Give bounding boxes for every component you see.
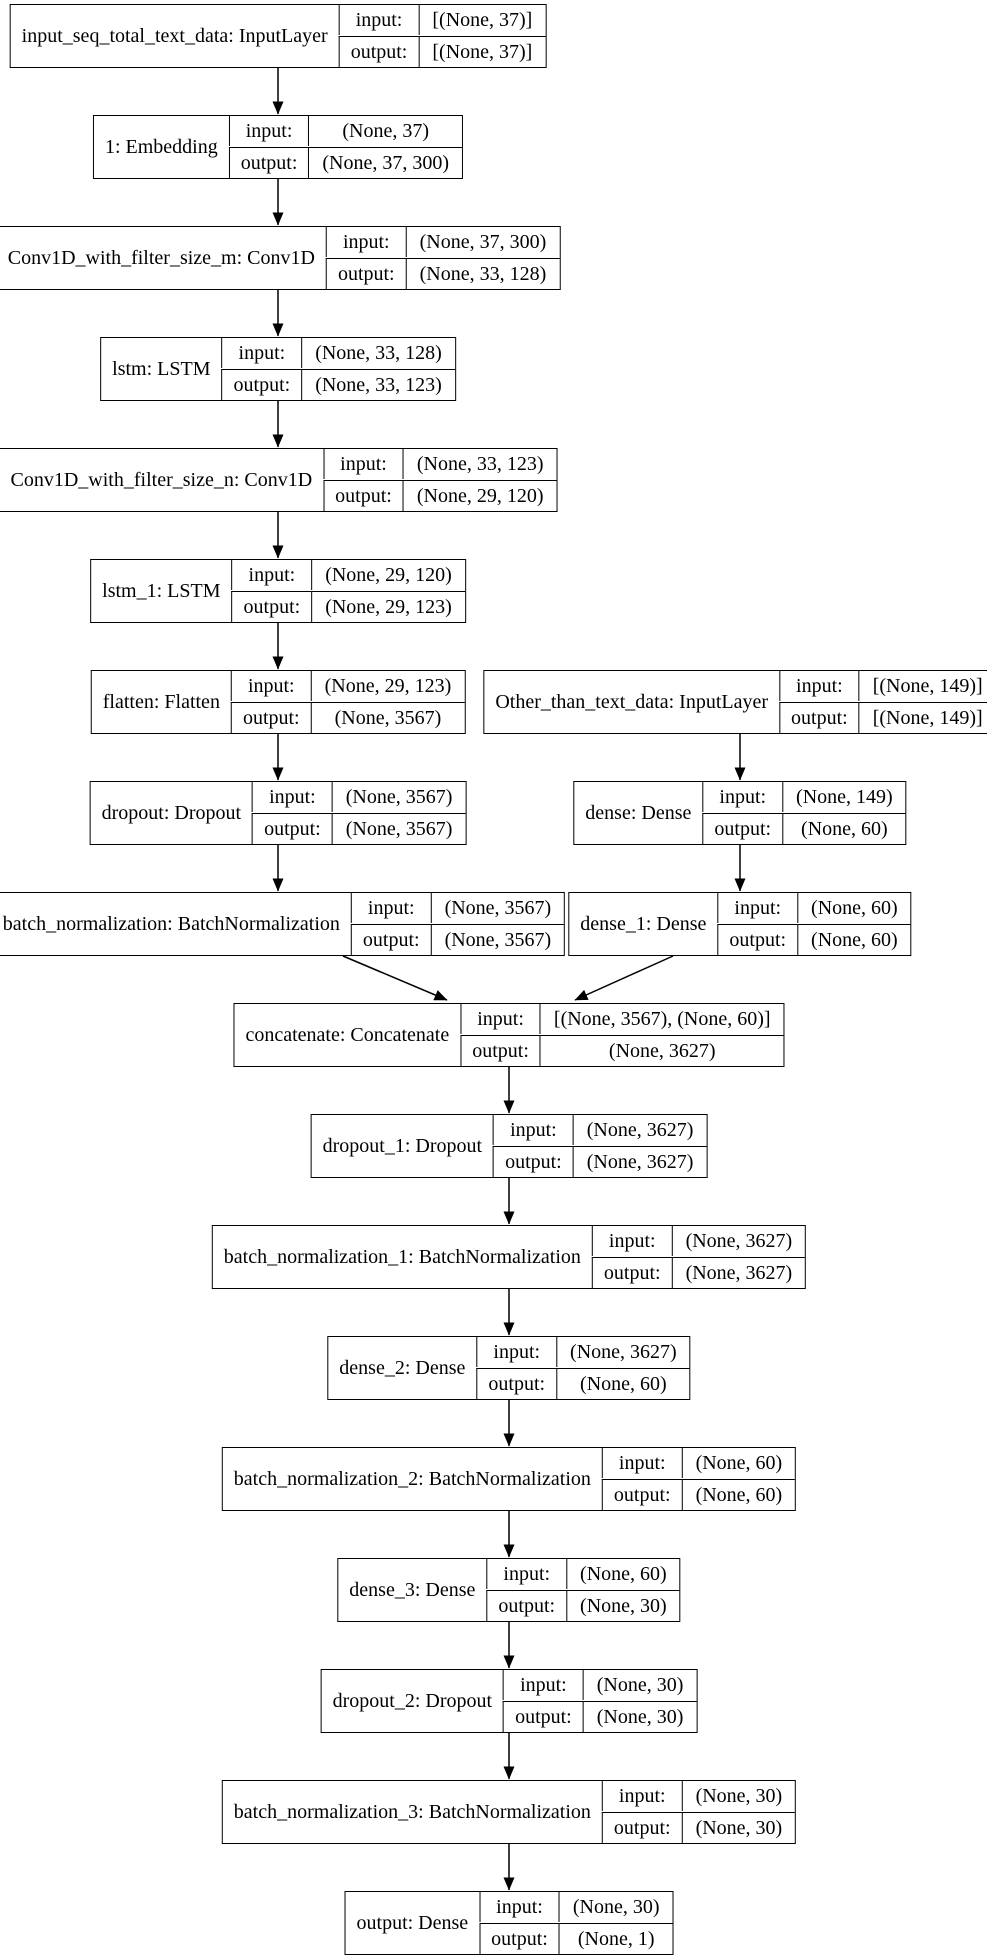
layer-node-lstm_1 — [90, 559, 466, 623]
input-row-label: input: — [602, 1781, 682, 1811]
input-row-label: input: — [486, 1559, 566, 1589]
io-table — [460, 1004, 783, 1066]
output-row-label: output: — [326, 258, 406, 289]
output-shape-value: (None, 3627) — [672, 1257, 806, 1288]
io-table — [476, 1337, 689, 1399]
output-row-label: output: — [232, 591, 312, 622]
output-row-label: output: — [252, 813, 332, 844]
input-shape-value: (None, 30) — [583, 1670, 697, 1700]
io-table — [779, 671, 987, 733]
input-shape-value: (None, 37, 300) — [406, 227, 560, 257]
output-row-label: output: — [717, 924, 797, 955]
input-shape-value: (None, 60) — [797, 893, 911, 923]
io-table — [592, 1226, 805, 1288]
layer-node-input_seq_total_text_data — [10, 4, 547, 68]
input-row-label: input: — [222, 338, 302, 368]
layer-name-label: dense_1: Dense — [580, 912, 707, 935]
edge-arrow-batch_normalization-to-concatenate — [343, 956, 447, 1000]
output-row-label: output: — [351, 924, 431, 955]
input-shape-value: [(None, 149)] — [859, 671, 987, 701]
io-table — [717, 893, 910, 955]
layer-name-label: concatenate: Concatenate — [245, 1023, 450, 1046]
output-shape-value: (None, 30) — [566, 1590, 680, 1621]
layer-name-label: dropout: Dropout — [101, 801, 242, 824]
input-row-label: input: — [252, 782, 332, 812]
layer-name-label: batch_normalization: BatchNormalization — [2, 912, 340, 935]
layer-name-label: output: Dense — [356, 1911, 469, 1934]
output-row-label: output: — [602, 1812, 682, 1843]
layer-name-label: Other_than_text_data: InputLayer — [495, 690, 769, 713]
layer-node-batch_normalization_3 — [222, 1780, 796, 1844]
layer-name-label: dropout_2: Dropout — [332, 1689, 493, 1712]
output-shape-value: (None, 33, 123) — [301, 369, 455, 400]
layer-node-embedding_1 — [93, 115, 463, 179]
input-shape-value: (None, 29, 123) — [311, 671, 465, 701]
input-shape-value: (None, 149) — [782, 782, 906, 812]
output-shape-value: (None, 60) — [797, 924, 911, 955]
layer-name-label: Conv1D_with_filter_size_m: Conv1D — [7, 246, 315, 269]
input-row-label: input: — [717, 893, 797, 923]
layer-name-label: input_seq_total_text_data: InputLayer — [21, 24, 328, 47]
output-row-label: output: — [602, 1479, 682, 1510]
io-table — [503, 1670, 696, 1732]
output-shape-value: (None, 3567) — [431, 924, 565, 955]
output-shape-value: (None, 37, 300) — [308, 147, 462, 178]
layer-node-dense — [573, 781, 906, 845]
output-shape-value: (None, 60) — [556, 1368, 690, 1399]
input-shape-value: (None, 3627) — [672, 1226, 806, 1256]
io-table — [229, 116, 462, 178]
layer-node-other_than_text_data — [483, 670, 987, 734]
layer-node-dense_3 — [337, 1558, 680, 1622]
layer-node-flatten — [91, 670, 466, 734]
input-shape-value: (None, 30) — [682, 1781, 796, 1811]
layer-node-conv1d_n — [0, 448, 557, 512]
output-row-label: output: — [476, 1368, 556, 1399]
output-row-label: output: — [231, 702, 311, 733]
input-shape-value: (None, 3627) — [556, 1337, 690, 1367]
layer-name-label: batch_normalization_2: BatchNormalization — [233, 1467, 591, 1490]
edge-arrow-dense_1-to-concatenate — [575, 956, 673, 1000]
input-row-label: input: — [231, 671, 311, 701]
output-row-label: output: — [460, 1035, 540, 1066]
io-table — [602, 1448, 795, 1510]
input-row-label: input: — [460, 1004, 540, 1034]
output-shape-value: (None, 29, 120) — [403, 480, 557, 511]
layer-name-label: 1: Embedding — [104, 135, 218, 158]
layer-name-label: dense: Dense — [585, 801, 692, 824]
input-row-label: input: — [339, 5, 419, 35]
io-table — [232, 560, 465, 622]
output-shape-value: (None, 3627) — [573, 1146, 707, 1177]
input-shape-value: (None, 60) — [566, 1559, 680, 1589]
output-row-label: output: — [503, 1701, 583, 1732]
layer-node-dense_2 — [327, 1336, 690, 1400]
layer-name-label: batch_normalization_1: BatchNormalization — [223, 1245, 581, 1268]
io-table — [231, 671, 464, 733]
layer-node-concatenate — [233, 1003, 784, 1067]
input-shape-value: (None, 33, 123) — [403, 449, 557, 479]
input-row-label: input: — [602, 1448, 682, 1478]
layer-node-conv1d_m — [0, 226, 560, 290]
input-shape-value: (None, 3567) — [431, 893, 565, 923]
input-shape-value: (None, 33, 128) — [301, 338, 455, 368]
output-row-label: output: — [493, 1146, 573, 1177]
output-row-label: output: — [323, 480, 403, 511]
layer-name-label: dense_2: Dense — [339, 1356, 466, 1379]
input-shape-value: [(None, 37)] — [418, 5, 545, 35]
output-shape-value: (None, 29, 123) — [311, 591, 465, 622]
input-row-label: input: — [779, 671, 859, 701]
layer-node-dropout_2 — [321, 1669, 698, 1733]
layer-name-label: Conv1D_with_filter_size_n: Conv1D — [10, 468, 313, 491]
output-row-label: output: — [779, 702, 859, 733]
layer-name-label: dropout_1: Dropout — [322, 1134, 483, 1157]
input-row-label: input: — [479, 1892, 559, 1922]
io-table — [323, 449, 556, 511]
io-table — [602, 1781, 795, 1843]
input-shape-value: (None, 3627) — [573, 1115, 707, 1145]
input-shape-value: (None, 29, 120) — [311, 560, 465, 590]
io-table — [486, 1559, 679, 1621]
layer-name-label: lstm: LSTM — [112, 357, 211, 380]
layer-node-batch_normalization — [0, 892, 565, 956]
layer-node-dropout_1 — [311, 1114, 708, 1178]
output-row-label: output: — [222, 369, 302, 400]
output-row-label: output: — [592, 1257, 672, 1288]
input-shape-value: (None, 37) — [308, 116, 462, 146]
input-shape-value: (None, 30) — [559, 1892, 673, 1922]
output-shape-value: (None, 60) — [682, 1479, 796, 1510]
layer-name-label: flatten: Flatten — [102, 690, 220, 713]
io-table — [222, 338, 455, 400]
input-row-label: input: — [229, 116, 309, 146]
output-row-label: output: — [702, 813, 782, 844]
layer-node-lstm — [100, 337, 456, 401]
layer-node-batch_normalization_2 — [222, 1447, 796, 1511]
output-shape-value: (None, 60) — [782, 813, 906, 844]
output-shape-value: (None, 3627) — [540, 1035, 784, 1066]
io-table — [339, 5, 546, 67]
output-shape-value: (None, 3567) — [311, 702, 465, 733]
input-row-label: input: — [503, 1670, 583, 1700]
output-shape-value: (None, 1) — [559, 1923, 673, 1954]
output-shape-value: (None, 33, 128) — [406, 258, 560, 289]
output-shape-value: [(None, 37)] — [418, 36, 545, 67]
io-table — [252, 782, 465, 844]
input-row-label: input: — [493, 1115, 573, 1145]
layer-name-label: batch_normalization_3: BatchNormalization — [233, 1800, 591, 1823]
io-table — [702, 782, 905, 844]
output-row-label: output: — [339, 36, 419, 67]
io-table — [326, 227, 559, 289]
output-row-label: output: — [229, 147, 309, 178]
input-row-label: input: — [476, 1337, 556, 1367]
layer-node-output — [345, 1891, 674, 1955]
input-shape-value: (None, 60) — [682, 1448, 796, 1478]
layer-node-batch_normalization_1 — [212, 1225, 806, 1289]
output-shape-value: [(None, 149)] — [859, 702, 987, 733]
layer-name-label: dense_3: Dense — [349, 1578, 476, 1601]
io-table — [479, 1892, 672, 1954]
input-row-label: input: — [592, 1226, 672, 1256]
output-row-label: output: — [479, 1923, 559, 1954]
layer-name-label: lstm_1: LSTM — [102, 579, 221, 602]
input-row-label: input: — [326, 227, 406, 257]
output-shape-value: (None, 3567) — [332, 813, 466, 844]
output-row-label: output: — [486, 1590, 566, 1621]
output-shape-value: (None, 30) — [583, 1701, 697, 1732]
layer-node-dense_1 — [568, 892, 911, 956]
input-row-label: input: — [323, 449, 403, 479]
io-table — [493, 1115, 706, 1177]
layer-node-dropout — [90, 781, 467, 845]
output-shape-value: (None, 30) — [682, 1812, 796, 1843]
input-shape-value: (None, 3567) — [332, 782, 466, 812]
input-row-label: input: — [702, 782, 782, 812]
io-table — [351, 893, 564, 955]
input-row-label: input: — [351, 893, 431, 923]
input-row-label: input: — [232, 560, 312, 590]
input-shape-value: [(None, 3567), (None, 60)] — [540, 1004, 784, 1034]
